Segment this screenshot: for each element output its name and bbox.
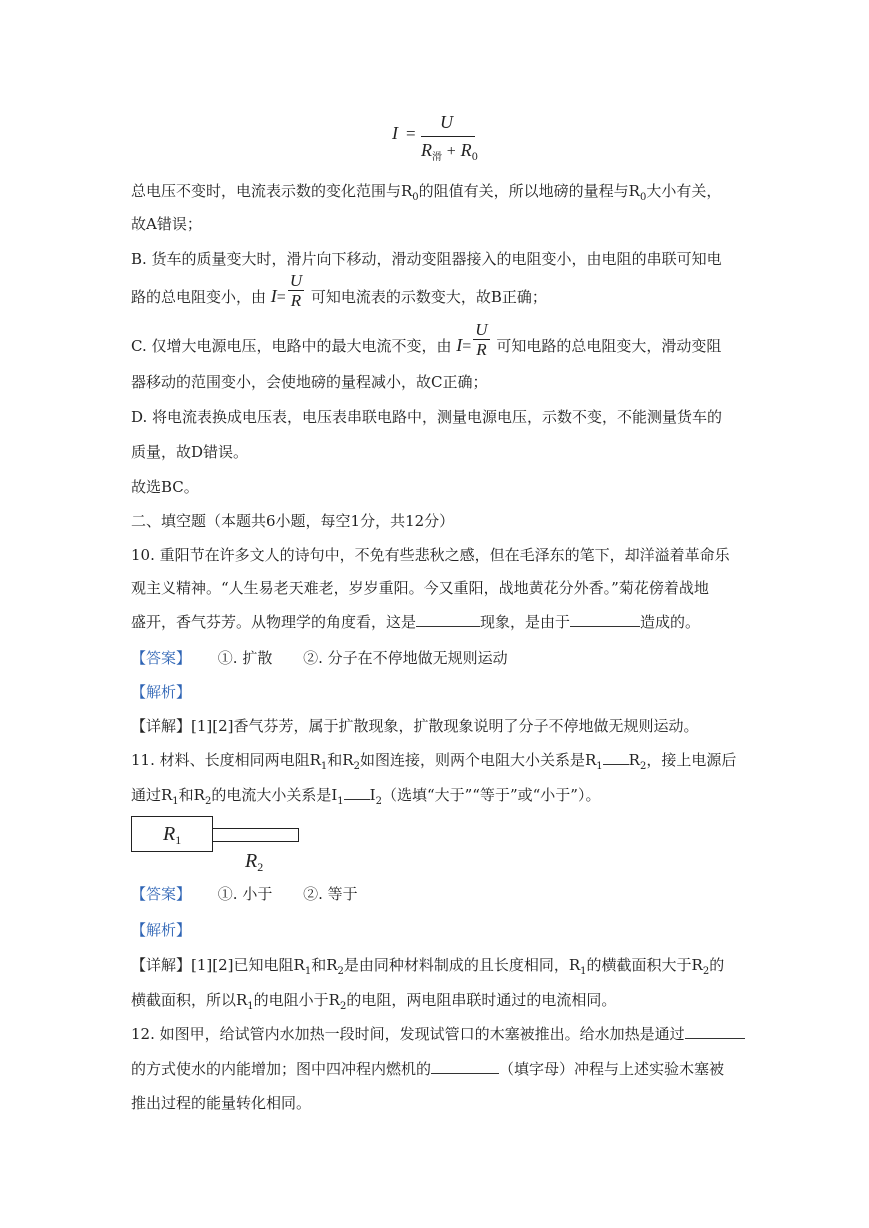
option-c-line2: 器移动的范围变小，会使地磅的量程减小，故C正确；	[131, 373, 488, 391]
fraction-lhs: I	[270, 286, 277, 306]
u-over-r-fraction: $\frac{U}{R}$	[289, 270, 303, 310]
fill-blank[interactable]	[416, 612, 480, 627]
q11-line1: 11. 材料、长度相同两电阻$R_1$和$R_2$如图连接，则两个电阻大小关系是$R_1$ $R_2$，接上电源后	[131, 751, 737, 772]
q10-analysis-tag: 【解析】	[131, 683, 192, 701]
fill-blank[interactable]	[685, 1024, 745, 1039]
q10-line2: 观主义精神。“人生易老天难老，岁岁重阳。今又重阳，战地黄花分外香。”菊花傍着战地	[131, 579, 709, 597]
formula-numerator: U	[440, 112, 453, 132]
answer-tag: 【答案】	[131, 885, 192, 903]
q12-line1: 12. 如图甲，给试管内水加热一段时间，发现试管口的木塞被推出。给水加热是通过	[131, 1024, 745, 1044]
resistor-r2-box	[213, 828, 299, 842]
formula-lhs: I	[392, 123, 398, 143]
q11-line2: 通过$R_1$和$R_2$的电流大小关系是$I_1$ $I_2$（选填“大于”“等于”或“小于”）。	[131, 786, 601, 807]
answer-choice: 故选BC。	[131, 478, 199, 496]
option-c-line1: C. 仅增大电源电压，电路中的最大电流不变，由 I= $\frac{U}{R}$ 可知电路的总电阻变大，滑动变阻	[131, 319, 722, 359]
option-b-line1: B. 货车的质量变大时，滑片向下移动，滑动变阻器接入的电阻变小，由电阻的串联可知电	[131, 250, 722, 268]
q12-line2: 的方式使水的内能增加；图中四冲程内燃机的 （填字母）冲程与上述实验木塞被	[131, 1060, 725, 1078]
detail-tag: 【详解】	[131, 717, 192, 735]
fill-blank[interactable]	[603, 750, 629, 765]
q11-analysis-tag: 【解析】	[131, 921, 192, 939]
q10-answer: 【答案】 ①. 扩散 ②. 分子在不停地做无规则运动	[131, 649, 508, 667]
formula-denominator: $R_滑 + R_0$	[421, 140, 478, 163]
q10-line1: 10. 重阳节在许多文人的诗句中，不免有些悲秋之感，但在毛泽东的笔下，却洋溢着革命乐	[131, 546, 730, 564]
q11-detail-line1: 【详解】[1][2]已知电阻$R_1$和$R_2$是由同种材料制成的且长度相同，$R_1$的横截面积大于$R_2$的	[131, 956, 725, 977]
q11-detail-line2: 横截面积，所以$R_1$的电阻小于$R_2$的电阻，两电阻串联时通过的电流相同。	[131, 991, 617, 1012]
section-heading: 二、填空题（本题共6小题，每空1分，共12分）	[131, 512, 455, 530]
q10-detail: 【详解】[1][2]香气芬芳，属于扩散现象，扩散现象说明了分子不停地做无规则运动。	[131, 717, 699, 735]
resistor-r2-label: $R_2$	[245, 850, 264, 874]
q12-line3: 推出过程的能量转化相同。	[131, 1094, 312, 1112]
resistor-figure	[131, 815, 311, 875]
formula-equals: =	[406, 124, 416, 143]
u-over-r-fraction: $\frac{U}{R}$	[475, 319, 488, 359]
option-d-line2: 质量，故D错误。	[131, 443, 249, 461]
fraction-lhs: I	[456, 335, 463, 355]
q10-line3: 盛开，香气芬芳。从物理学的角度看，这是 现象，是由于 造成的。	[131, 613, 701, 631]
option-a-line2: 故A错误；	[131, 215, 202, 233]
option-d-line1: D. 将电流表换成电压表，电压表串联电路中，测量电源电压，示数不变，不能测量货车的	[131, 408, 723, 426]
answer-tag: 【答案】	[131, 649, 192, 667]
q11-answer: 【答案】 ①. 小于 ②. 等于	[131, 885, 358, 903]
option-a-line1: 总电压不变时，电流表示数的变化范围与$R_0$的阻值有关，所以地磅的量程与$R_0$大小有关，	[131, 182, 722, 203]
resistor-r1-label: $R_1$	[163, 823, 182, 847]
detail-tag: 【详解】	[131, 956, 192, 974]
fill-blank[interactable]	[570, 612, 640, 627]
fraction-bar	[421, 136, 475, 137]
fill-blank[interactable]	[431, 1059, 499, 1074]
fill-blank[interactable]	[344, 785, 370, 800]
option-b-line2: 路的总电阻变小，由 I= $\frac{U}{R}$ 可知电流表的示数变大，故B正确；	[131, 270, 547, 310]
